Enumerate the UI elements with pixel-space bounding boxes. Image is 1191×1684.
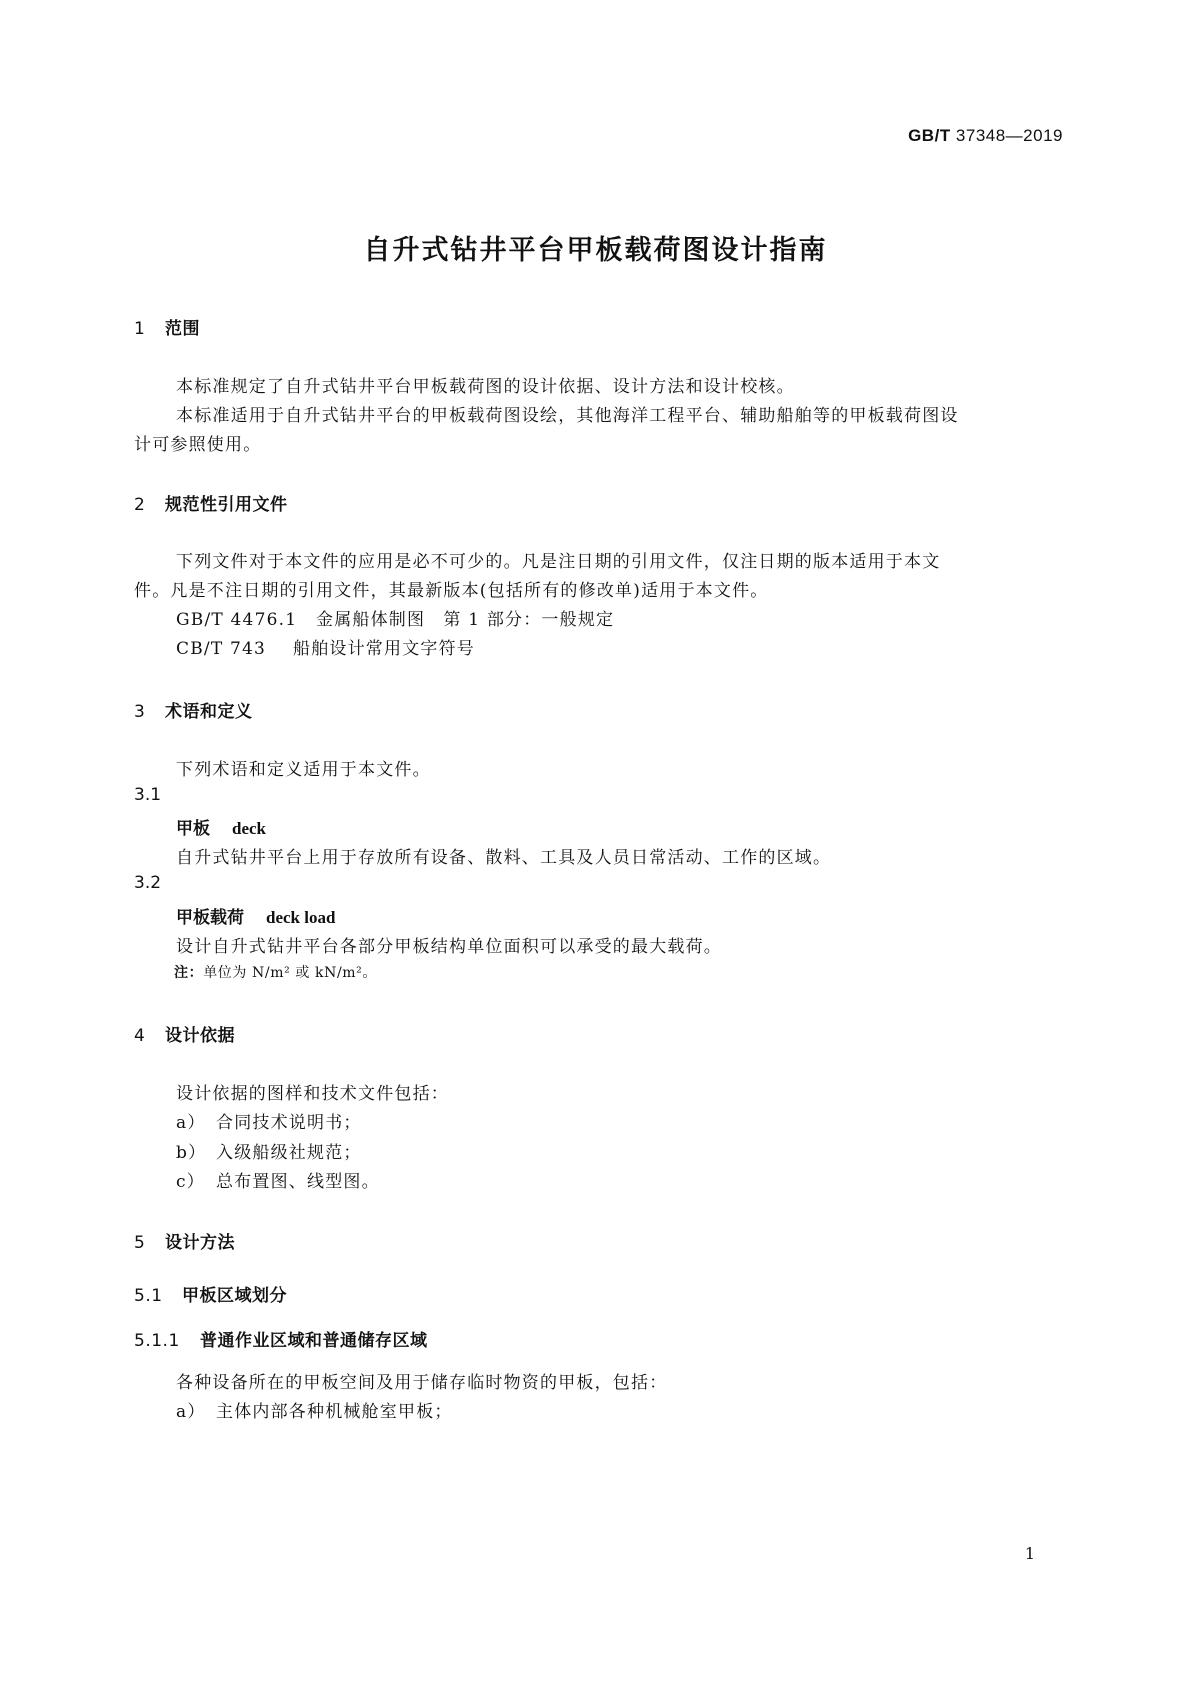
section-number: 1 [134,319,146,339]
standard-prefix: GB/T [908,126,951,145]
list-item [176,1397,453,1422]
reference-title: 船舶设计常用文字符号 [293,639,475,659]
list-marker: a） [176,1113,206,1133]
section-title: 甲板区域划分 [182,1286,287,1306]
list-item [176,1108,362,1133]
section-number: 2 [134,495,146,515]
section-title: 设计依据 [165,1026,235,1046]
list-marker: a） [176,1402,206,1422]
term-number: 3.1 [134,785,162,805]
reference-code: GB/T 4476.1 [176,610,298,630]
paragraph: 各种设备所在的甲板空间及用于储存临时物资的甲板，包括： [176,1373,668,1393]
term-definition: 自升式钻井平台上用于存放所有设备、散料、工具及人员日常活动、工作的区域。 [176,848,832,868]
term-chinese: 甲板载荷 [176,908,244,928]
term-heading [176,814,266,839]
list-item [176,1167,380,1192]
list-text: 入级船级社规范； [216,1143,362,1163]
term-definition: 设计自升式钻井平台各部分甲板结构单位面积可以承受的最大载荷。 [176,937,722,957]
list-text: 主体内部各种机械舱室甲板； [216,1402,453,1422]
term-english: deck load [266,908,336,927]
section-number: 5.1 [134,1286,163,1306]
term-chinese: 甲板 [176,819,210,839]
section-5-heading [134,1228,235,1253]
list-item [176,1138,362,1163]
section-4-heading [134,1021,235,1046]
term-english: deck [232,819,266,838]
paragraph: 本标准适用于自升式钻井平台的甲板载荷图设绘，其他海洋工程平台、辅助船舶等的甲板载荷图设 [176,406,959,426]
term-heading [176,903,335,928]
section-2-heading [134,490,288,515]
section-number: 5 [134,1233,146,1253]
note-text: 单位为 N/m² 或 kN/m²。 [203,965,377,981]
list-marker: c） [176,1172,205,1192]
section-3-heading [134,697,253,722]
list-text: 合同技术说明书； [216,1113,362,1133]
standard-number: 37348—2019 [955,126,1063,145]
section-title: 设计方法 [165,1233,235,1253]
list-text: 总布置图、线型图。 [216,1172,380,1192]
section-title: 术语和定义 [165,702,253,722]
paragraph-continuation: 计可参照使用。 [134,435,262,455]
section-title: 普通作业区域和普通储存区域 [200,1331,428,1351]
paragraph: 下列术语和定义适用于本文件。 [176,760,431,780]
paragraph: 本标准规定了自升式钻井平台甲板载荷图的设计依据、设计方法和设计校核。 [176,377,795,397]
section-1-heading [134,314,200,339]
term-number: 3.2 [134,873,162,893]
section-number: 3 [134,702,146,722]
paragraph: 设计依据的图样和技术文件包括： [176,1084,449,1104]
document-title: 自升式钻井平台甲板载荷图设计指南 [363,235,828,266]
normative-reference [176,605,614,630]
subsection-5-1-heading [134,1281,287,1306]
page-number: 1 [1024,1544,1035,1563]
reference-code: CB/T 743 [176,639,267,659]
paragraph: 下列文件对于本文件的应用是必不可少的。凡是注日期的引用文件，仅注日期的版本适用于本文 [176,552,941,572]
note [174,962,377,982]
subsection-5-1-1-heading [134,1326,428,1351]
reference-title: 金属船体制图 第 1 部分：一般规定 [316,610,615,630]
standard-code [908,126,1063,146]
section-number: 5.1.1 [134,1331,180,1351]
paragraph-continuation: 件。凡是不注日期的引用文件，其最新版本(包括所有的修改单)适用于本文件。 [134,581,769,601]
note-label: 注： [174,965,204,981]
section-number: 4 [134,1026,146,1046]
section-title: 规范性引用文件 [165,495,288,515]
list-marker: b） [176,1143,207,1163]
normative-reference [176,634,475,659]
section-title: 范围 [165,319,200,339]
